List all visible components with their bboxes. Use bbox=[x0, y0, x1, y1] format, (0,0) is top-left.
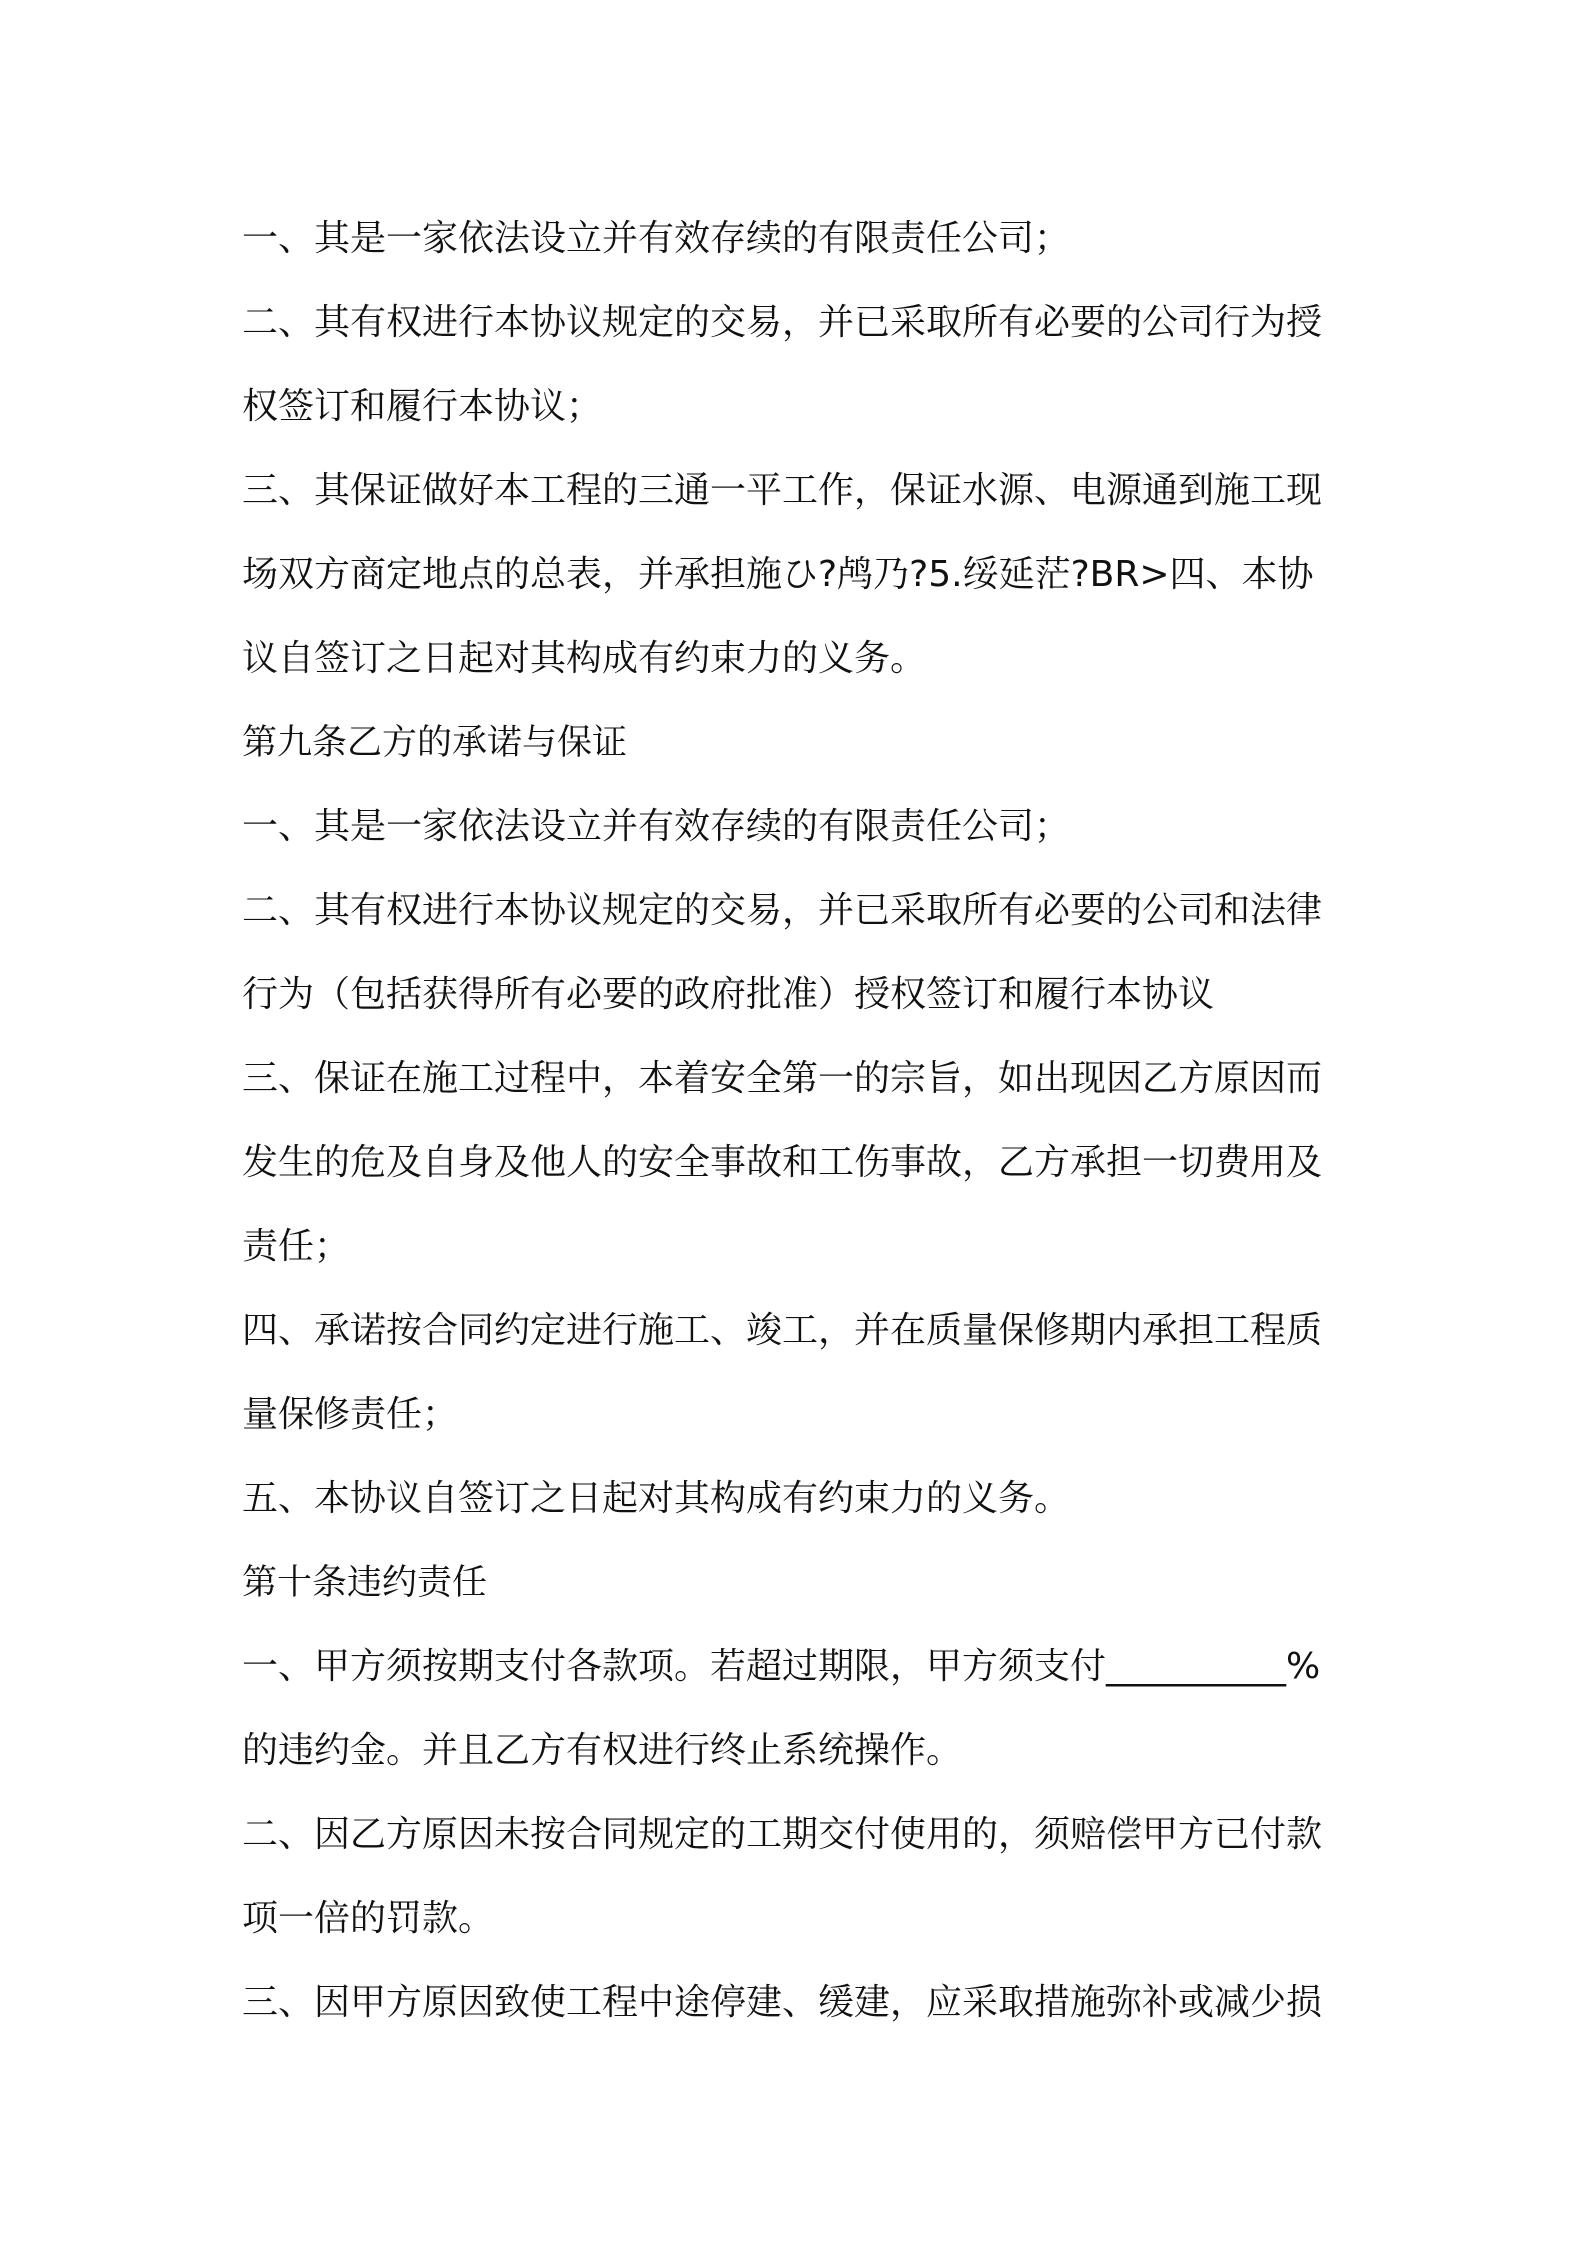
clause-line: 二、其有权进行本协议规定的交易，并已采取所有必要的公司和法律 bbox=[242, 890, 1323, 931]
clause-line: 一、其是一家依法设立并有效存续的有限责任公司； bbox=[242, 218, 1071, 259]
clause-line: 的违约金。并且乙方有权进行终止系统操作。 bbox=[242, 1730, 963, 1771]
clause-line: 一、甲方须按期支付各款项。若超过期限，甲方须支付__________% bbox=[242, 1646, 1321, 1687]
clause-line: 责任； bbox=[242, 1226, 351, 1267]
clause-line: 三、保证在施工过程中，本着安全第一的宗旨，如出现因乙方原因而 bbox=[242, 1058, 1323, 1099]
clause-line: 五、本协议自签订之日起对其构成有约束力的义务。 bbox=[242, 1478, 1071, 1519]
section-heading-article-10: 第十条违约责任 bbox=[242, 1563, 488, 1603]
clause-line: 二、因乙方原因未按合同规定的工期交付使用的，须赔偿甲方已付款 bbox=[242, 1814, 1323, 1855]
clause-line: 权签订和履行本协议； bbox=[242, 386, 603, 427]
clause-line: 项一倍的罚款。 bbox=[242, 1898, 495, 1939]
document-body bbox=[242, 197, 1352, 2045]
clause-line: 行为（包括获得所有必要的政府批准）授权签订和履行本协议 bbox=[242, 974, 1215, 1015]
clause-line: 量保修责任； bbox=[242, 1394, 459, 1435]
clause-line: 三、其保证做好本工程的三通一平工作，保证水源、电源通到施工现 bbox=[242, 470, 1323, 511]
clause-line: 二、其有权进行本协议规定的交易，并已采取所有必要的公司行为授 bbox=[242, 302, 1323, 343]
clause-line: 四、承诺按合同约定进行施工、竣工，并在质量保修期内承担工程质 bbox=[242, 1310, 1323, 1351]
clause-line: 发生的危及自身及他人的安全事故和工伤事故，乙方承担一切费用及 bbox=[242, 1142, 1323, 1183]
clause-line: 场双方商定地点的总表，并承担施ひ?鸬乃?5.绥延茫?BR>四、本协 bbox=[242, 554, 1314, 595]
section-heading-article-9: 第九条乙方的承诺与保证 bbox=[242, 723, 628, 763]
clause-line: 一、其是一家依法设立并有效存续的有限责任公司； bbox=[242, 806, 1071, 847]
clause-line: 三、因甲方原因致使工程中途停建、缓建，应采取措施弥补或减少损 bbox=[242, 1982, 1323, 2023]
clause-line: 议自签订之日起对其构成有约束力的义务。 bbox=[242, 638, 927, 679]
